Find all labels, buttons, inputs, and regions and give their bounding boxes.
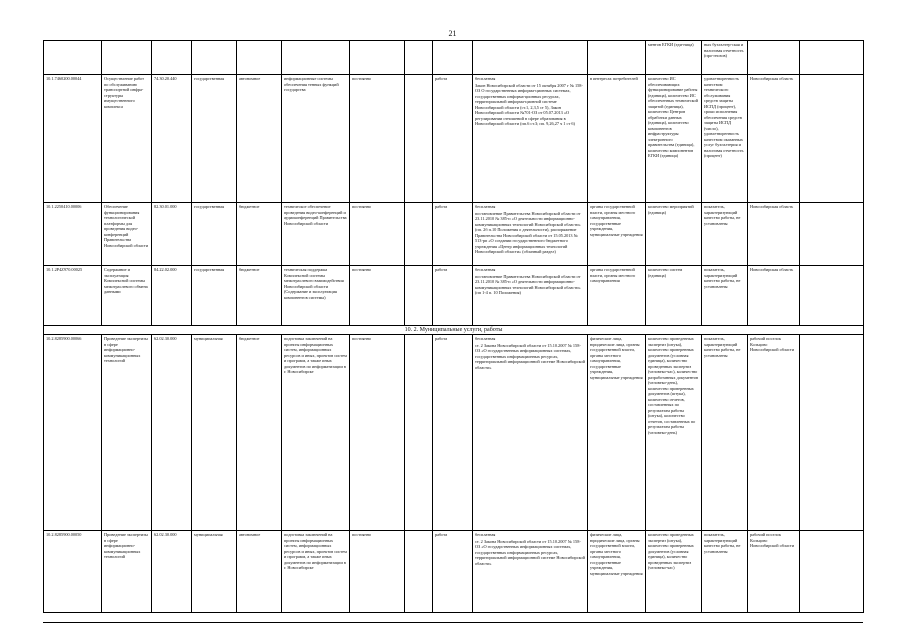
payment-label: бесплатная bbox=[475, 336, 496, 341]
service-name-cell: Осуществление работ по обслуживанию транспортной инфра-структуры имущественного комплекса bbox=[102, 75, 152, 203]
form-cell: работа bbox=[433, 266, 473, 326]
volume-indicators-cell: количество систем (единица) bbox=[646, 266, 702, 326]
table-row bbox=[44, 335, 864, 531]
quality-indicators-cell: показатель, характеризующий качество работы, не установлены bbox=[702, 266, 748, 326]
service-type-cell: государственная bbox=[192, 266, 237, 326]
registry-code-cell: 10.2.8285900.00050 bbox=[44, 531, 102, 613]
legal-basis-text: постановление Правительства Новосибирской области от 23.11.2010 № 385-п «О деятельности информационно-коммуникационных технологий Новосибирской области» (пп 1-4 п. 10 Положения) bbox=[475, 273, 581, 295]
okved-cell: 82.30.01.000 bbox=[152, 203, 192, 266]
form-cell: работа bbox=[433, 335, 473, 531]
periodicity-cell: постоянно bbox=[350, 203, 405, 266]
place-cell: Новосибирская область bbox=[748, 266, 800, 326]
service-name-cell: Содержание и эксплуатация Комплексной системы межотраслевого обмена данными bbox=[102, 266, 152, 326]
volume-indicators-cell: количество проведенных экспертиз (штука), количество проверенных документов (условная единица), количество проведенных экспертиз (человеко-час) bbox=[646, 531, 702, 613]
registry-code-cell: 10.1.2250410.00006 bbox=[44, 203, 102, 266]
place-cell: Новосибирская область bbox=[748, 75, 800, 203]
quality-indicators-cell: показатель, характеризующий качество работы, не установлены bbox=[702, 203, 748, 266]
registry-code-cell: 10.1.2P4Z970.00025 bbox=[44, 266, 102, 326]
consumers-cell: органы государственной власти, органы местного самоуправления, государственные учреждения, муниципальные учреждения bbox=[588, 203, 646, 266]
okved-cell: 62.02.30.000 bbox=[152, 335, 192, 531]
legal-basis-text: ст. 2 Закона Новосибирской области от 15.10.2007 № 158-ОЗ «О государственных информационных системах, государственных информационных ресурсах, территориальной информационной системе Новосибирской области» bbox=[475, 538, 585, 566]
periodicity-cell: постоянно bbox=[350, 266, 405, 326]
periodicity-cell: постоянно bbox=[350, 75, 405, 203]
institution-kind-cell: бюджетное bbox=[237, 335, 282, 531]
form-cell: работа bbox=[433, 531, 473, 613]
institution-kind-cell: автономное bbox=[237, 531, 282, 613]
service-content-cell: подготовка заключений на проекты информационных систем, информационных ресурсов и иных, проектов систем и программ, а также иных документов по информатизации в г. Новосибирске bbox=[282, 531, 350, 613]
periodicity-cell: постоянно bbox=[350, 531, 405, 613]
registry-code-cell: 10.2.8285900.00066 bbox=[44, 335, 102, 531]
consumers-cell: органы государственной власти, органы местного самоуправления bbox=[588, 266, 646, 326]
legal-basis-cell bbox=[473, 75, 588, 203]
section-title: 10. 2. Муниципальные услуги, работы bbox=[44, 326, 864, 335]
periodicity-cell: постоянно bbox=[350, 335, 405, 531]
payment-label: бесплатная bbox=[475, 532, 496, 537]
service-content-cell: техническое обеспечение проведения видео-конференций и аудиоконференций Правительства Новосибирской области bbox=[282, 203, 350, 266]
place-cell: Новосибирская область bbox=[748, 203, 800, 266]
section-header-row bbox=[44, 326, 864, 335]
form-cell: работа bbox=[433, 203, 473, 266]
table-row bbox=[44, 531, 864, 613]
quality-indicators-cell: показатель, характеризующий качество работы, не установлены bbox=[702, 335, 748, 531]
service-type-cell: муниципальная bbox=[192, 335, 237, 531]
place-cell: рабочий поселок Кольцово Новосибирской области bbox=[748, 335, 800, 531]
legal-basis-cell bbox=[473, 531, 588, 613]
institution-kind-cell: бюджетное bbox=[237, 266, 282, 326]
legal-basis-cell bbox=[473, 266, 588, 326]
place-cell: рабочий поселок Кольцово Новосибирской области bbox=[748, 531, 800, 613]
payment-label: бесплатная bbox=[475, 76, 496, 81]
legal-basis-text: постановление Правительства Новосибирской области от 23.11.2010 № 385-п «О деятельности информационно-коммуникационных технологий Новосибирской области» (пп. 2б п.10 Положения о деятельности), распоряжение Правительства Новосибирской области от 15.05.2013 № 513-рп «О создании государственного бюджетного учреждения «Центр информационных технологий Новосибирской области» (облачный раздел) bbox=[475, 210, 581, 254]
okved-cell: 84.22.02.000 bbox=[152, 266, 192, 326]
quality-indicators-cell: показатель, характеризующий качество работы, не установлены bbox=[702, 531, 748, 613]
legal-basis-text: ст. 2 Закона Новосибирской области от 15.10.2007 № 158-ОЗ «О государственных информационных системах, государственных информационных ресурсах, территориальной информационной системе Новосибирской области» bbox=[475, 342, 585, 370]
institution-kind-cell: автономное bbox=[237, 75, 282, 203]
service-content-cell: подготовка заключений на проекты информационных систем, информационных ресурсов и иных, проектов систем и программ, а также иных документов по информатизации в г. Новосибирске bbox=[282, 335, 350, 531]
legal-basis-cell bbox=[473, 203, 588, 266]
volume-indicators-cell: ментов ЕГКИ (еди-ница) bbox=[646, 41, 702, 75]
form-cell: работа bbox=[433, 75, 473, 203]
okved-cell: 74.30.20.440 bbox=[152, 75, 192, 203]
okved-cell: 62.02.30.000 bbox=[152, 531, 192, 613]
service-name-cell: Проведение экспертизы в сфере информационно-коммуникационных технологий bbox=[102, 335, 152, 531]
registry-code-cell: 10.1.7460200.00044 bbox=[44, 75, 102, 203]
legal-basis-cell bbox=[473, 335, 588, 531]
service-type-cell: государственная bbox=[192, 75, 237, 203]
table-row bbox=[44, 75, 864, 203]
service-content-cell: техническая поддержка Комплексной системы межотраслевого взаимодействия Новосибирской области (Содержание и эксплуатация компонентов системы) bbox=[282, 266, 350, 326]
service-content-cell: информационные системы обеспечения тенных функций государства bbox=[282, 75, 350, 203]
quality-indicators-cell: ных бухгалтер-ская и налоговая отчетность (про-гнозов) bbox=[702, 41, 748, 75]
payment-label: бесплатная bbox=[475, 204, 496, 209]
volume-indicators-cell: количество ИС обеспечивающих функционирование работы (единица), количество ИС обеспеченных технической защитой (единица), количество Центров обработки данных (единица), количество компонентов инфраструктуры электронного правительства (единица), количество компонентов ЕГКИ (единица) bbox=[646, 75, 702, 203]
consumers-cell: физические лица, юридические лица, органы государственной власти, органы местного самоуправления, государственные учреждения, муниципальные учреждения bbox=[588, 531, 646, 613]
payment-label: бесплатная bbox=[475, 267, 496, 272]
page-bottom-border bbox=[43, 622, 863, 623]
consumers-cell: физические лица, юридические лица, органы государственной власти, органы местного самоуправления, государственные учреждения, муниципальные учреждения bbox=[588, 335, 646, 531]
institution-kind-cell: бюджетное bbox=[237, 203, 282, 266]
table-row bbox=[44, 266, 864, 326]
registry-table bbox=[43, 40, 864, 613]
service-type-cell: государственная bbox=[192, 203, 237, 266]
quality-indicators-cell: удовлетворенность качеством технического обслуживания средств защиты ИСПД (процент), сроки исполнения обеспечения средств защиты ИСПД (число), удовлетворенность качеством оказанных услуг бухгалтерия и налоговая отчетность (процент) bbox=[702, 75, 748, 203]
service-type-cell: муниципальная bbox=[192, 531, 237, 613]
page-number: 21 bbox=[448, 29, 457, 38]
table-row bbox=[44, 203, 864, 266]
consumers-cell: в интересах потребителей bbox=[588, 75, 646, 203]
legal-basis-text: Закон Новосибирской области от 15 октября 2007 г № 158-ОЗ О государственных информа-ционных системах, государственных информа-ционных ресурсах, территориальной информа-ционной системе Новосибирской области (ст.1, 2,3,5 ст 5), Закон Новосибирской области №701-ОЗ от 05.07.2013 «О регулировании отношений в сфере образования в Новосибирской области (пп.6 ст.3; пп. 9,26,27 ч 1 ст 6) bbox=[475, 82, 583, 126]
volume-indicators-cell: количество мероприятий (единица) bbox=[646, 203, 702, 266]
volume-indicators-cell: количество проведенных экспертиз (штука), количество проверенных документов (условная единица), количество проведенных экспертиз (человеко-час), количество разработанных документов (человеко-день), количество проверенных документов (штука), количество отчетов, составленных по результатам работы (штука), количество отчетов, составленных по результатам работы (человеко-день) bbox=[646, 335, 702, 531]
service-name-cell: Проведение экспертизы в сфере информационно-коммуникационных технологий bbox=[102, 531, 152, 613]
table-row-continued bbox=[44, 41, 864, 75]
service-name-cell: Обеспечение функционирования технологической платформы для проведения видео-конференций Правительства Новосибирской области bbox=[102, 203, 152, 266]
